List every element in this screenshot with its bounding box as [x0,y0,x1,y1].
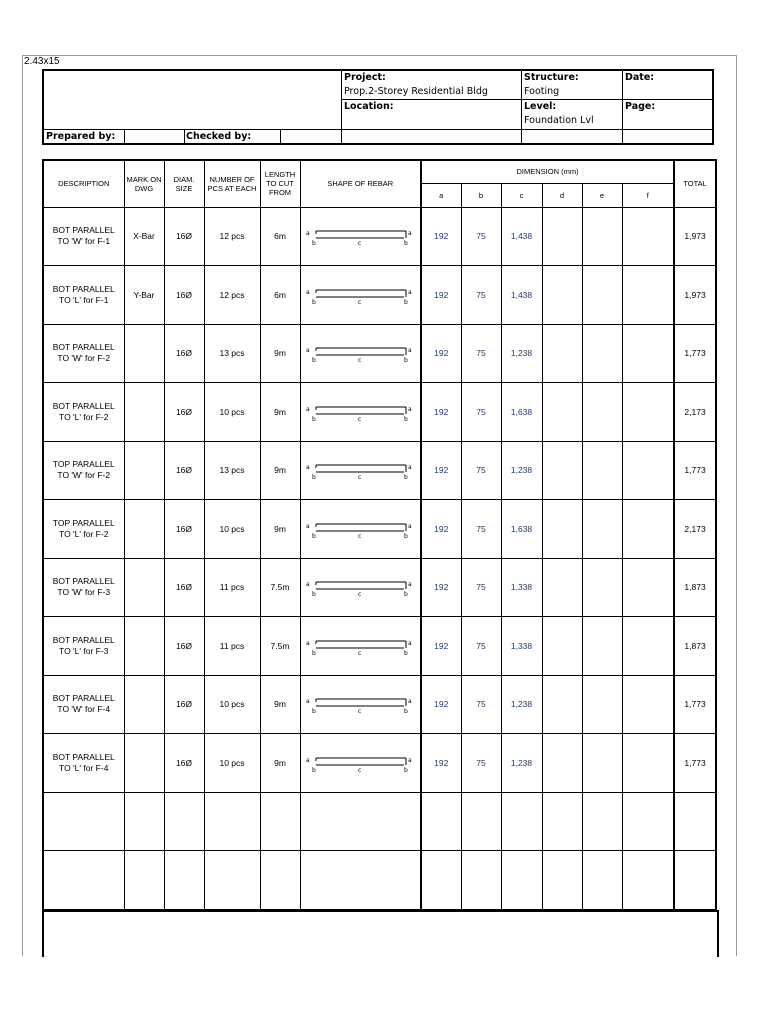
pcs-cell: 11 pcs [204,617,260,676]
shape-label-a: a [306,288,310,296]
description-cell [43,558,124,617]
header-block [42,69,714,145]
empty-cell [421,792,461,851]
shape-label-b: b [404,649,409,657]
dim-b-cell: 75 [461,207,501,266]
rebar-shape-diagram [304,635,416,657]
rebar-shape-cell [300,734,421,793]
dim-c-cell: 1,238 [501,324,542,383]
description-line-1: BOT PARALLEL [52,400,115,411]
description-line-2: TO 'L' for F-4 [59,762,109,773]
dim-b-cell: 75 [461,383,501,442]
diam-cell: 16Ø [164,675,204,734]
table-row [43,734,716,793]
table-row [43,207,716,266]
shape-label-b: b [404,591,409,599]
diam-cell: 16Ø [164,500,204,559]
table-row [43,324,716,383]
empty-cell [124,792,164,851]
dim-d-cell [542,441,582,500]
description-line-1: BOT PARALLEL [52,693,115,704]
dim-c-cell: 1,238 [501,675,542,734]
dim-d-cell [542,617,582,676]
dim-b-cell: 75 [461,617,501,676]
table-row [43,675,716,734]
empty-cell [43,792,124,851]
empty-cell [260,792,300,851]
structure-value: Footing [524,86,560,97]
col-pcs: NUMBER OF PCS AT EACH [204,160,260,207]
dim-a-cell: 192 [421,500,461,559]
rebar-schedule-table [42,159,717,910]
description-cell [43,675,124,734]
dim-d-cell [542,383,582,442]
shape-label-c: c [358,415,362,423]
dim-f-cell [622,266,674,325]
table-row [43,617,716,676]
shape-label-b: b [404,708,409,716]
mark-cell [124,558,164,617]
diam-cell: 16Ø [164,441,204,500]
dim-e-cell [582,441,622,500]
shape-label-a: a [306,698,310,706]
description-cell [43,500,124,559]
dim-f-cell [622,324,674,383]
shape-label-b: b [404,415,409,423]
empty-cell [204,792,260,851]
shape-label-a: a [306,230,310,238]
dim-e-cell [582,500,622,559]
dim-d-cell [542,734,582,793]
structure-label: Structure: [524,72,579,83]
empty-cell [164,851,204,910]
rebar-shape-cell [300,324,421,383]
length-cell: 7.5m [260,617,300,676]
shape-label-b: b [312,766,317,774]
description-cell [43,324,124,383]
col-description: DESCRIPTION [43,160,124,207]
shape-label-b: b [404,474,409,482]
pcs-cell: 10 pcs [204,675,260,734]
description-line-2: TO 'L' for F-3 [59,645,109,656]
dim-d-cell [542,324,582,383]
dim-d-cell [542,266,582,325]
shape-label-c: c [358,591,362,599]
shape-label-a: a [306,464,310,472]
total-cell: 1,873 [674,558,716,617]
dim-a-cell: 192 [421,266,461,325]
shape-label-b: b [312,649,317,657]
dim-c-cell: 1,638 [501,383,542,442]
rebar-shape-cell [300,207,421,266]
mark-cell [124,734,164,793]
table-row [43,441,716,500]
checked-label: Checked by: [186,131,252,142]
mark-cell [124,324,164,383]
mark-cell [124,383,164,442]
dim-a-cell: 192 [421,558,461,617]
description-line-2: TO 'W' for F-3 [57,587,111,598]
dim-a-cell: 192 [421,207,461,266]
remarks-area [42,910,719,957]
shape-label-a: a [408,522,412,530]
shape-label-b: b [312,415,317,423]
shape-label-b: b [312,708,317,716]
empty-table-row [43,792,716,851]
diam-cell: 16Ø [164,266,204,325]
total-cell: 1,773 [674,441,716,500]
shape-label-c: c [358,532,362,540]
length-cell: 9m [260,734,300,793]
shape-label-a: a [306,581,310,589]
rebar-shape-cell [300,500,421,559]
shape-label-c: c [358,708,362,716]
dim-b-cell: 75 [461,734,501,793]
rebar-shape-diagram [304,752,416,774]
shape-label-c: c [358,298,362,306]
shape-label-a: a [408,347,412,355]
length-cell: 9m [260,383,300,442]
shape-label-b: b [312,591,317,599]
dim-a-cell: 192 [421,734,461,793]
empty-table-row [43,851,716,910]
mark-cell: X-Bar [124,207,164,266]
empty-cell [674,792,716,851]
table-row [43,558,716,617]
description-cell [43,383,124,442]
dim-f-cell [622,383,674,442]
shape-label-a: a [408,756,412,764]
dim-c-cell: 1,238 [501,441,542,500]
total-cell: 1,873 [674,617,716,676]
dim-f-cell [622,675,674,734]
rebar-shape-diagram [304,518,416,540]
pcs-cell: 13 pcs [204,441,260,500]
rebar-shape-diagram [304,693,416,715]
length-cell: 9m [260,324,300,383]
description-line-2: TO 'W' for F-4 [57,704,111,715]
empty-cell [542,792,582,851]
dim-a-cell: 192 [421,617,461,676]
col-dim-e: e [582,183,622,207]
pcs-cell: 12 pcs [204,266,260,325]
dim-a-cell: 192 [421,675,461,734]
dim-e-cell [582,734,622,793]
shape-label-c: c [358,357,362,365]
length-cell: 6m [260,207,300,266]
table-row [43,500,716,559]
total-cell: 1,773 [674,675,716,734]
dim-e-cell [582,266,622,325]
pcs-cell: 10 pcs [204,734,260,793]
dim-c-cell: 1,438 [501,207,542,266]
rebar-shape-cell [300,441,421,500]
dim-d-cell [542,558,582,617]
empty-cell [501,792,542,851]
dim-c-cell: 1,338 [501,558,542,617]
col-dim-f: f [622,183,674,207]
total-cell: 1,773 [674,734,716,793]
total-cell: 2,173 [674,500,716,559]
pcs-cell: 10 pcs [204,383,260,442]
description-line-2: TO 'L' for F-1 [59,294,109,305]
total-cell: 1,773 [674,324,716,383]
mark-cell [124,617,164,676]
shape-label-a: a [306,639,310,647]
empty-cell [421,851,461,910]
dim-e-cell [582,324,622,383]
empty-cell [674,851,716,910]
empty-cell [501,851,542,910]
shape-label-b: b [312,240,317,248]
empty-cell [461,792,501,851]
level-label: Level: [524,101,557,112]
shape-label-c: c [358,240,362,248]
description-cell [43,207,124,266]
empty-cell [300,792,421,851]
description-line-1: BOT PARALLEL [52,751,115,762]
dim-f-cell [622,617,674,676]
dim-e-cell [582,617,622,676]
empty-cell [582,792,622,851]
table-row [43,383,716,442]
description-line-1: TOP PARALLEL [52,459,115,470]
description-line-2: TO 'W' for F-2 [57,470,111,481]
rebar-shape-diagram [304,284,416,306]
shape-label-a: a [306,405,310,413]
dim-e-cell [582,383,622,442]
shape-label-a: a [306,756,310,764]
diam-cell: 16Ø [164,617,204,676]
dim-b-cell: 75 [461,441,501,500]
dim-e-cell [582,207,622,266]
dim-f-cell [622,441,674,500]
shape-label-a: a [408,288,412,296]
empty-cell [300,851,421,910]
total-cell: 1,973 [674,207,716,266]
diam-cell: 16Ø [164,324,204,383]
diam-cell: 16Ø [164,383,204,442]
dim-c-cell: 1,638 [501,500,542,559]
sheet-id: 2.43x15 [24,56,60,67]
total-cell: 2,173 [674,383,716,442]
description-line-1: TOP PARALLEL [52,517,115,528]
shape-label-b: b [404,532,409,540]
prepared-label: Prepared by: [46,131,116,142]
location-label: Location: [344,101,394,112]
mark-cell [124,500,164,559]
shape-label-c: c [358,649,362,657]
dim-a-cell: 192 [421,383,461,442]
diam-cell: 16Ø [164,207,204,266]
length-cell: 7.5m [260,558,300,617]
description-cell [43,617,124,676]
description-line-2: TO 'L' for F-2 [59,411,109,422]
empty-cell [622,792,674,851]
dim-c-cell: 1,438 [501,266,542,325]
dim-e-cell [582,558,622,617]
shape-label-a: a [408,230,412,238]
dim-f-cell [622,558,674,617]
length-cell: 6m [260,266,300,325]
empty-cell [260,851,300,910]
shape-label-a: a [306,347,310,355]
empty-cell [164,792,204,851]
shape-label-b: b [404,240,409,248]
description-line-2: TO 'L' for F-2 [59,528,109,539]
shape-label-a: a [408,698,412,706]
shape-label-a: a [408,405,412,413]
rebar-shape-diagram [304,401,416,423]
project-label: Project: [344,72,386,83]
description-cell [43,734,124,793]
length-cell: 9m [260,675,300,734]
mark-cell: Y-Bar [124,266,164,325]
col-shape: SHAPE OF REBAR [300,160,421,207]
empty-cell [43,851,124,910]
dim-c-cell: 1,338 [501,617,542,676]
rebar-shape-cell [300,617,421,676]
col-dim-b: b [461,183,501,207]
length-cell: 9m [260,500,300,559]
page-label: Page: [625,101,656,112]
col-mark: MARK ON DWG [124,160,164,207]
description-cell [43,266,124,325]
shape-label-b: b [312,298,317,306]
empty-cell [542,851,582,910]
dim-b-cell: 75 [461,558,501,617]
dim-e-cell [582,675,622,734]
rebar-shape-diagram [304,459,416,481]
rebar-shape-cell [300,675,421,734]
dim-b-cell: 75 [461,500,501,559]
col-dim-a: a [421,183,461,207]
description-line-1: BOT PARALLEL [52,634,115,645]
diam-cell: 16Ø [164,734,204,793]
empty-cell [204,851,260,910]
pcs-cell: 10 pcs [204,500,260,559]
table-row [43,266,716,325]
pcs-cell: 12 pcs [204,207,260,266]
shape-label-b: b [404,766,409,774]
diam-cell: 16Ø [164,558,204,617]
rebar-shape-cell [300,558,421,617]
dim-a-cell: 192 [421,324,461,383]
col-diam: DIAM. SIZE [164,160,204,207]
length-cell: 9m [260,441,300,500]
pcs-cell: 13 pcs [204,324,260,383]
description-line-1: BOT PARALLEL [52,342,115,353]
shape-label-b: b [312,357,317,365]
description-line-1: BOT PARALLEL [52,283,115,294]
col-dim-d: d [542,183,582,207]
dim-f-cell [622,734,674,793]
level-value: Foundation Lvl [524,115,594,126]
pcs-cell: 11 pcs [204,558,260,617]
shape-label-b: b [404,357,409,365]
shape-label-a: a [408,464,412,472]
dim-f-cell [622,500,674,559]
col-dimension: DIMENSION (mm) [421,160,674,183]
description-line-2: TO 'W' for F-1 [57,236,111,247]
dim-d-cell [542,675,582,734]
dim-d-cell [542,207,582,266]
dim-a-cell: 192 [421,441,461,500]
project-value: Prop.2-Storey Residential Bldg [344,86,488,97]
rebar-shape-diagram [304,225,416,247]
shape-label-a: a [408,639,412,647]
shape-label-c: c [358,766,362,774]
description-line-1: BOT PARALLEL [52,225,115,236]
dim-c-cell: 1,238 [501,734,542,793]
empty-cell [124,851,164,910]
description-line-2: TO 'W' for F-2 [57,353,111,364]
rebar-shape-cell [300,266,421,325]
rebar-shape-cell [300,383,421,442]
shape-label-b: b [312,532,317,540]
col-length: LENGTH TO CUT FROM [260,160,300,207]
date-label: Date: [625,72,655,83]
total-cell: 1,973 [674,266,716,325]
description-line-1: BOT PARALLEL [52,576,115,587]
col-total: TOTAL [674,160,716,207]
description-cell [43,441,124,500]
shape-label-b: b [404,298,409,306]
shape-label-a: a [408,581,412,589]
dim-b-cell: 75 [461,266,501,325]
dim-d-cell [542,500,582,559]
empty-cell [622,851,674,910]
dim-f-cell [622,207,674,266]
empty-cell [582,851,622,910]
shape-label-a: a [306,522,310,530]
shape-label-c: c [358,474,362,482]
shape-label-b: b [312,474,317,482]
dim-b-cell: 75 [461,324,501,383]
empty-cell [461,851,501,910]
rebar-shape-diagram [304,576,416,598]
mark-cell [124,675,164,734]
dim-b-cell: 75 [461,675,501,734]
col-dim-c: c [501,183,542,207]
rebar-shape-diagram [304,342,416,364]
mark-cell [124,441,164,500]
